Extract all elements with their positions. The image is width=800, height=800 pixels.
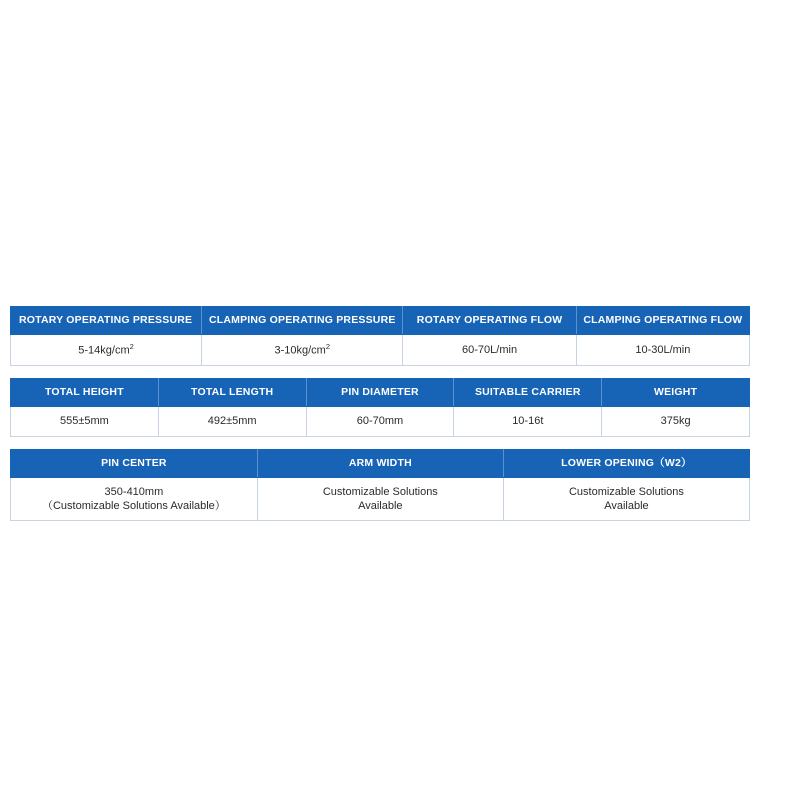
value-lower-opening-line1: Customizable Solutions — [568, 485, 684, 498]
value-suitable-carrier: 10-16t — [454, 407, 602, 436]
value-lower-opening-line2: Available — [604, 499, 649, 512]
value-arm-width-line2: Available — [358, 499, 403, 512]
table-row — [11, 477, 750, 521]
value-pin-diameter: 60-70mm — [306, 407, 454, 436]
column-header-rotary-operating-pressure: ROTARY OPERATING PRESSURE — [11, 307, 202, 335]
value-rotary-operating-pressure: $5-14kg/cm^2$ — [11, 335, 202, 366]
specification-tables — [10, 306, 750, 533]
table-header-row — [11, 379, 750, 407]
column-header-clamping-operating-flow: CLAMPING OPERATING FLOW — [576, 307, 749, 335]
custom-specs-table — [10, 449, 750, 522]
value-pin-center-line1: 350-410mm — [104, 485, 164, 498]
value-pin-center — [11, 477, 258, 521]
column-header-pin-diameter: PIN DIAMETER — [306, 379, 454, 407]
dimension-specs-table — [10, 378, 750, 436]
table-row — [11, 407, 750, 436]
column-header-total-height: TOTAL HEIGHT — [11, 379, 159, 407]
value-arm-width — [257, 477, 503, 521]
column-header-pin-center: PIN CENTER — [11, 449, 258, 477]
value-weight: 375kg — [602, 407, 750, 436]
table-row — [11, 335, 750, 366]
value-pin-center-line2: （Customizable Solutions Available） — [41, 499, 226, 512]
value-clamping-operating-pressure: $3-10kg/cm^2$ — [202, 335, 403, 366]
value-total-height: 555±5mm — [11, 407, 159, 436]
value-rotary-operating-flow: 60-70L/min — [403, 335, 576, 366]
column-header-lower-opening: LOWER OPENING（W2） — [503, 449, 749, 477]
table-header-row — [11, 449, 750, 477]
value-lower-opening — [503, 477, 749, 521]
column-header-total-length: TOTAL LENGTH — [158, 379, 306, 407]
value-arm-width-line1: Customizable Solutions — [322, 485, 438, 498]
column-header-suitable-carrier: SUITABLE CARRIER — [454, 379, 602, 407]
column-header-arm-width: ARM WIDTH — [257, 449, 503, 477]
column-header-clamping-operating-pressure: CLAMPING OPERATING PRESSURE — [202, 307, 403, 335]
column-header-weight: WEIGHT — [602, 379, 750, 407]
hydraulic-specs-table — [10, 306, 750, 366]
value-clamping-operating-flow: 10-30L/min — [576, 335, 749, 366]
column-header-rotary-operating-flow: ROTARY OPERATING FLOW — [403, 307, 576, 335]
table-header-row — [11, 307, 750, 335]
value-total-length: 492±5mm — [158, 407, 306, 436]
